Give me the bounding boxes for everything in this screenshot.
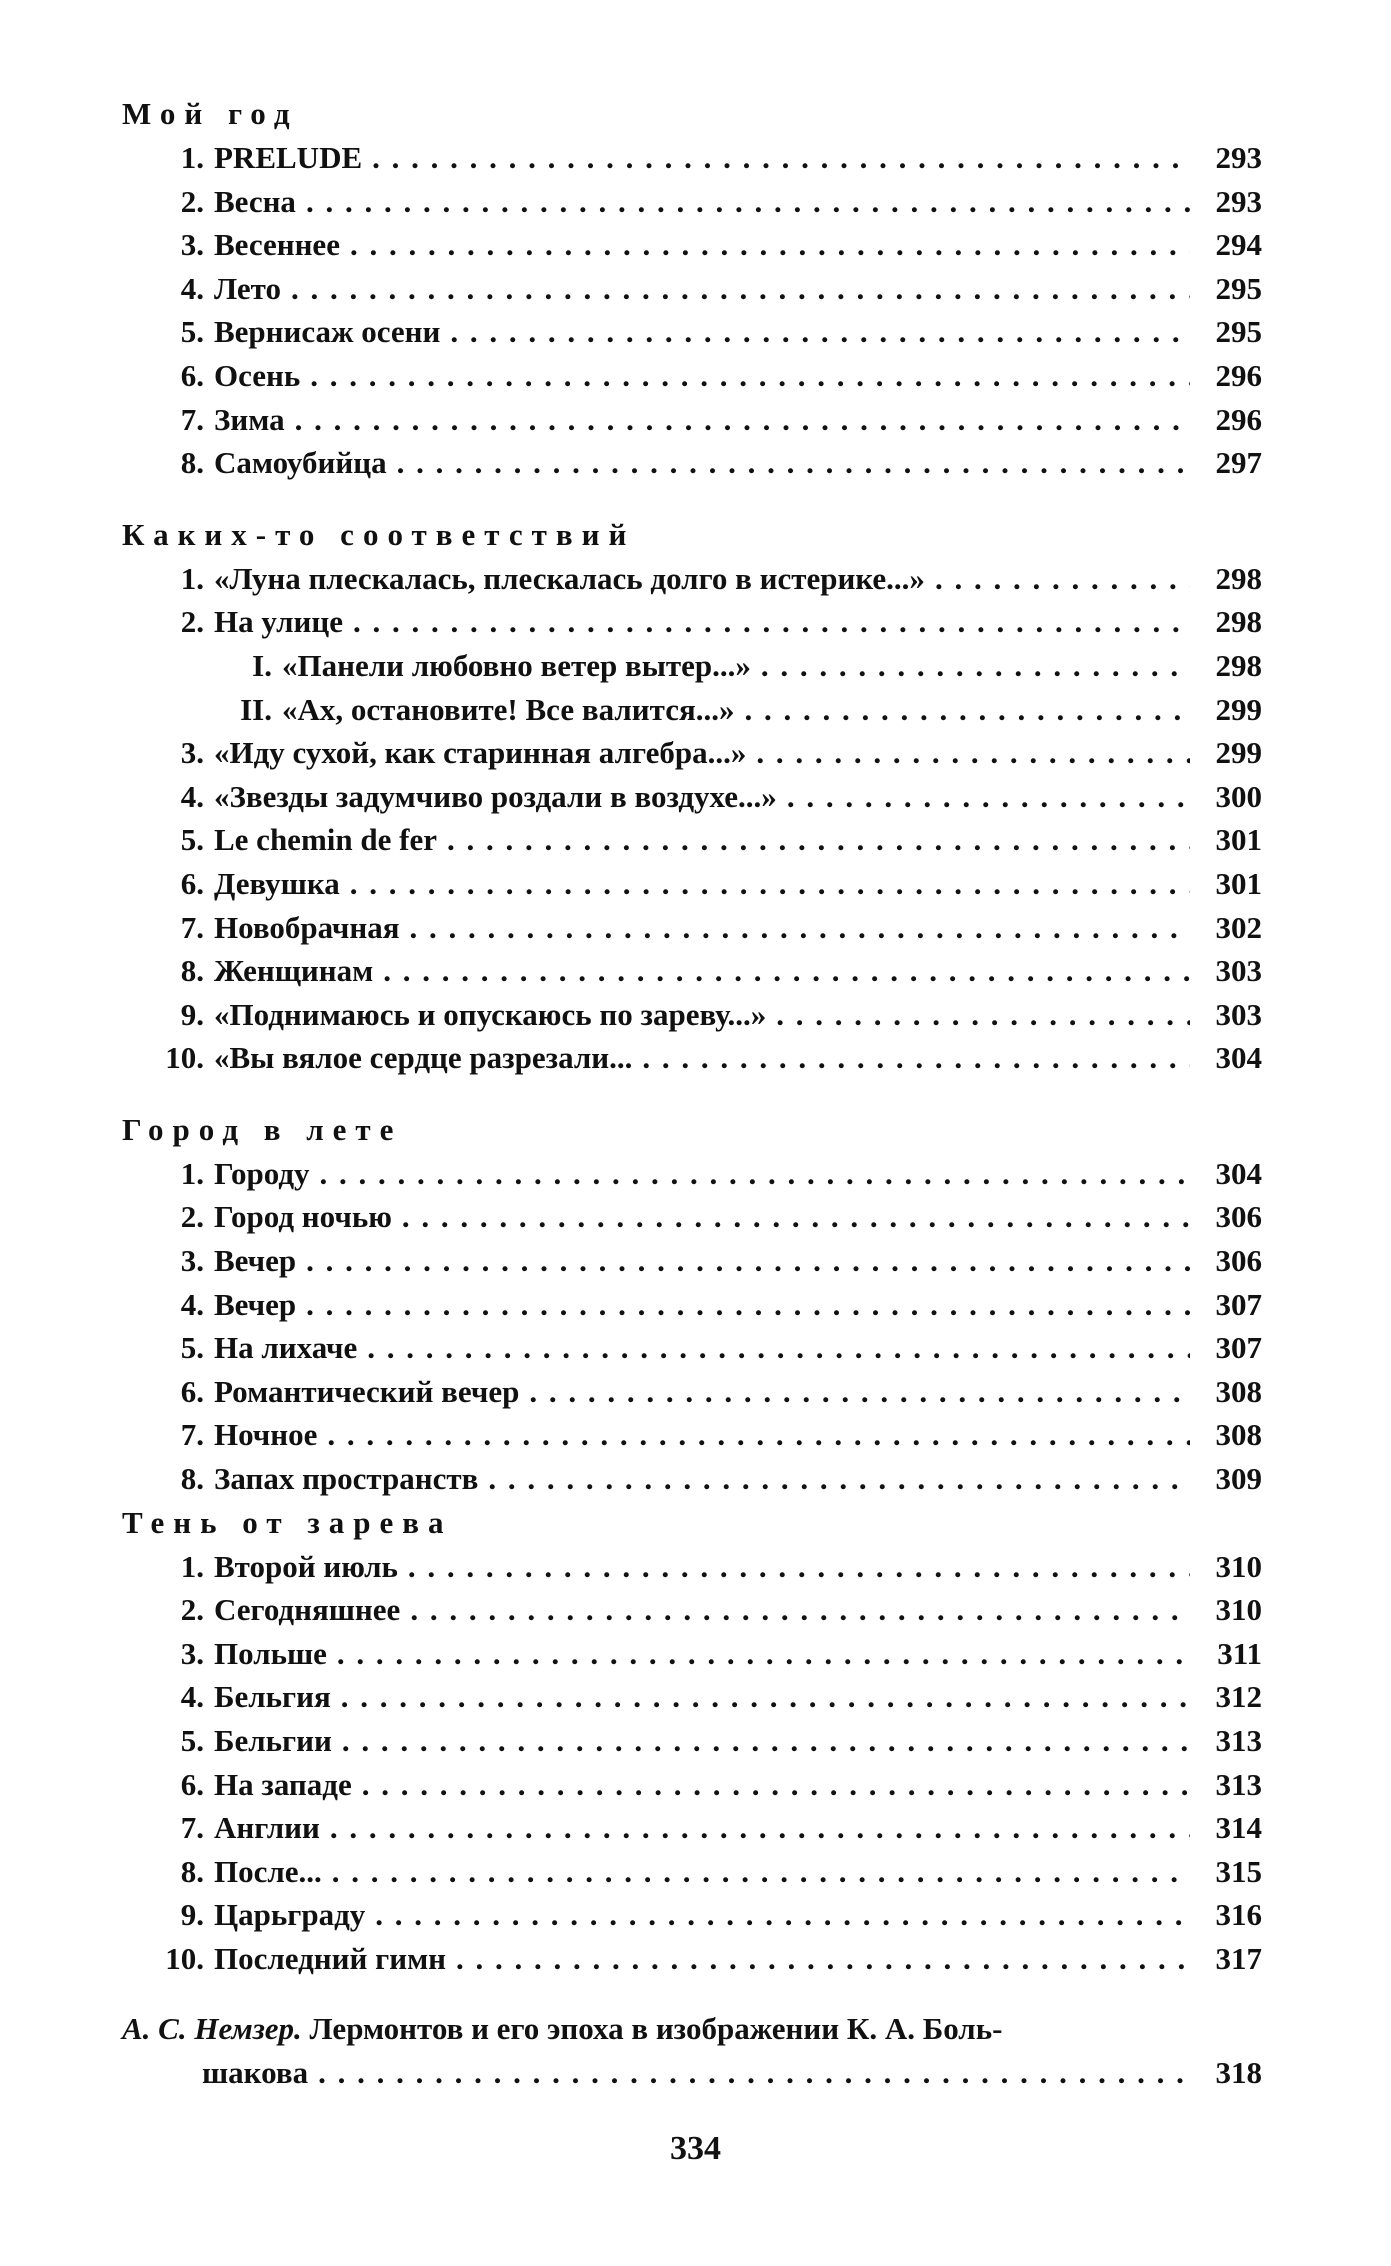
entry-page-number: 308 [1215, 1417, 1262, 1453]
entry-title: Польше [214, 1635, 327, 1671]
toc-section [122, 513, 1262, 1080]
entry-page-number: 304 [1215, 1155, 1262, 1191]
entry-title: Весеннее [214, 227, 340, 263]
toc-entry [122, 1632, 1262, 1676]
dot-leader [291, 267, 1190, 311]
toc-section [122, 92, 1262, 485]
toc-entry [122, 644, 1262, 688]
entry-page-number: 317 [1215, 1940, 1262, 1976]
dot-leader [761, 644, 1190, 688]
entry-number: 2. [180, 1592, 204, 1628]
entry-title: Бельгия [214, 1679, 331, 1715]
entry-number: 3. [180, 1243, 204, 1279]
dot-leader [320, 1152, 1190, 1196]
toc-entry [122, 180, 1262, 224]
toc-entry [122, 1326, 1262, 1370]
entry-page-number: 293 [1215, 183, 1262, 219]
toc-entry [122, 993, 1262, 1037]
entry-page-number: 295 [1215, 270, 1262, 306]
entry-page-number: 296 [1215, 401, 1262, 437]
toc-entry [122, 1413, 1262, 1457]
dot-leader [332, 1850, 1190, 1894]
toc-entry [122, 1719, 1262, 1763]
entry-page-number: 313 [1215, 1723, 1262, 1758]
entry-number: 1. [180, 1155, 204, 1191]
toc-entry [122, 223, 1262, 267]
afterword-title-part-2: шакова [202, 2054, 309, 2090]
entry-title: Второй июль [214, 1548, 398, 1584]
entry-title: «Иду сухой, как старинная алгебра...» [214, 735, 747, 771]
section-title: Город в лете [122, 1111, 403, 1147]
page-number: 334 [670, 2130, 721, 2167]
dot-leader [529, 1370, 1190, 1414]
entry-number: 3. [180, 735, 204, 771]
entry-number: 5. [180, 314, 204, 350]
entry-title: После... [214, 1853, 322, 1889]
dot-leader [362, 1763, 1190, 1807]
entry-page-number: 309 [1215, 1461, 1262, 1497]
entry-title: Женщинам [214, 953, 374, 989]
toc-section [122, 1108, 1262, 1501]
entry-number: 2. [180, 604, 204, 640]
entry-number: 6. [180, 1766, 204, 1802]
entry-number: 5. [180, 1330, 204, 1366]
entry-page-number: 307 [1215, 1330, 1262, 1366]
afterword-line-2 [122, 2051, 1262, 2095]
toc-entry [122, 398, 1262, 442]
toc-entry [122, 1937, 1262, 1981]
afterword-line-1 [122, 2007, 1262, 2051]
entry-number: 4. [180, 778, 204, 814]
entry-page-number: 306 [1215, 1243, 1262, 1279]
entry-number: 9. [180, 1897, 204, 1933]
toc-entry [122, 949, 1262, 993]
dot-leader [318, 2051, 1190, 2095]
entry-number: 1. [180, 1548, 204, 1584]
entry-number: 5. [180, 822, 204, 858]
entry-title: «Ах, остановите! Все валится...» [282, 691, 735, 727]
entry-page-number: 297 [1215, 445, 1262, 481]
entry-title: Запах пространств [214, 1461, 479, 1497]
entry-number: 8. [180, 1461, 204, 1497]
section-title: Мой год [122, 96, 299, 131]
entry-title: «Звезды задумчиво роздали в воздухе...» [214, 778, 777, 814]
entry-page-number: 301 [1215, 865, 1262, 901]
toc-entry [122, 818, 1262, 862]
afterword-entry [122, 2007, 1262, 2095]
entry-page-number: 311 [1217, 1635, 1262, 1671]
entry-title: Город ночью [214, 1199, 392, 1235]
entry-number: 6. [180, 1373, 204, 1409]
entry-title: «Вы вялое сердце разрезали... [214, 1040, 633, 1076]
entry-page-number: 298 [1215, 647, 1262, 683]
entry-page-number: 313 [1215, 1766, 1262, 1802]
entry-number: 5. [180, 1723, 204, 1758]
entry-number: 6. [180, 865, 204, 901]
entry-title: Царьграду [214, 1897, 366, 1933]
section-title: Тень от зарева [122, 1504, 453, 1540]
entry-number: I. [252, 647, 272, 683]
toc-entry [122, 600, 1262, 644]
entry-title: Романтический вечер [214, 1373, 520, 1409]
dot-leader [330, 1806, 1190, 1850]
toc-entry [122, 310, 1262, 354]
entry-number: 8. [180, 1853, 204, 1889]
dot-leader [353, 600, 1190, 644]
entry-number: 3. [180, 1635, 204, 1671]
dot-leader [337, 1632, 1190, 1676]
entry-page-number: 308 [1215, 1373, 1262, 1409]
dot-leader [350, 223, 1190, 267]
entry-number: 4. [180, 1679, 204, 1715]
entry-title: Зима [214, 401, 285, 437]
dot-leader [341, 1675, 1190, 1719]
entry-number: 10. [165, 1040, 204, 1076]
dot-leader [756, 731, 1190, 775]
toc-entry [122, 862, 1262, 906]
toc-entry [122, 731, 1262, 775]
entry-page-number: 315 [1215, 1853, 1262, 1889]
entry-page-number: 307 [1215, 1286, 1262, 1322]
dot-leader [367, 1326, 1190, 1370]
dot-leader [642, 1036, 1190, 1080]
toc-entry [122, 1370, 1262, 1414]
dot-leader [306, 1239, 1190, 1283]
entry-page-number: 310 [1215, 1592, 1262, 1628]
dot-leader [410, 906, 1191, 950]
toc-entry [122, 906, 1262, 950]
entry-title: Le chemin de fer [214, 822, 437, 858]
entry-page-number: 310 [1215, 1548, 1262, 1584]
entry-number: 1. [180, 140, 204, 175]
section-title: Каких-то соответствий [122, 516, 636, 552]
dot-leader [306, 180, 1190, 224]
toc-entry [122, 1036, 1262, 1080]
toc-entry [122, 1283, 1262, 1327]
entry-number: 7. [180, 909, 204, 945]
dot-leader [342, 1719, 1190, 1763]
entry-number: 4. [180, 1286, 204, 1322]
dot-leader [295, 398, 1190, 442]
entry-page-number: 314 [1215, 1810, 1262, 1846]
entry-title: Вечер [214, 1286, 297, 1322]
dot-leader [402, 1195, 1190, 1239]
entry-title: На улице [214, 604, 343, 640]
entry-number: 1. [180, 560, 204, 596]
toc-entry [122, 1850, 1262, 1894]
entry-page-number: 300 [1215, 778, 1262, 814]
toc-entry [122, 441, 1262, 485]
entry-title: Новобрачная [214, 909, 400, 945]
entry-number: 6. [180, 357, 204, 393]
dot-leader [488, 1457, 1190, 1501]
toc-entry [122, 1806, 1262, 1850]
entry-title: Ночное [214, 1417, 318, 1453]
entry-title: Осень [214, 357, 301, 393]
entry-page-number: 303 [1215, 953, 1262, 989]
dot-leader [397, 441, 1190, 485]
toc-entry [122, 775, 1262, 819]
entry-number: 2. [180, 183, 204, 219]
dot-leader [372, 136, 1190, 180]
toc-entry [122, 1763, 1262, 1807]
dot-leader [408, 1545, 1190, 1589]
entry-page-number: 294 [1215, 227, 1262, 263]
dot-leader [383, 949, 1190, 993]
entry-number: 7. [180, 1417, 204, 1453]
toc-entry [122, 1675, 1262, 1719]
toc-entry [122, 1239, 1262, 1283]
entry-number: 7. [180, 1810, 204, 1846]
toc-entry [122, 267, 1262, 311]
entry-title: Англии [214, 1810, 320, 1846]
entry-page-number: 295 [1215, 314, 1262, 350]
toc-entry [122, 557, 1262, 601]
entry-page-number: 316 [1215, 1897, 1262, 1933]
dot-leader [787, 775, 1190, 819]
toc-entry [122, 1195, 1262, 1239]
toc-entry [122, 136, 1262, 180]
afterword-page-number: 318 [1215, 2054, 1262, 2090]
entry-title: Вернисаж осени [214, 314, 441, 350]
entry-number: II. [240, 691, 272, 727]
entry-title: На западе [214, 1766, 352, 1802]
entry-title: Весна [214, 183, 296, 219]
toc-entry [122, 1457, 1262, 1501]
toc-entry [122, 1152, 1262, 1196]
entry-page-number: 312 [1215, 1679, 1262, 1715]
entry-number: 2. [180, 1199, 204, 1235]
entry-title: «Поднимаюсь и опускаюсь по зареву...» [214, 996, 767, 1032]
entry-page-number: 306 [1215, 1199, 1262, 1235]
dot-leader [350, 862, 1190, 906]
entry-page-number: 299 [1215, 735, 1262, 771]
entry-title: Лето [214, 270, 281, 306]
toc-section [122, 1501, 1262, 1981]
dot-leader [447, 818, 1190, 862]
toc-entry [122, 354, 1262, 398]
entry-page-number: 303 [1215, 996, 1262, 1032]
entry-page-number: 301 [1215, 822, 1262, 858]
entry-title: Девушка [214, 865, 340, 901]
entry-title: PRELUDE [214, 140, 363, 175]
entry-number: 3. [180, 227, 204, 263]
entry-title: Последний гимн [214, 1940, 447, 1976]
entry-number: 7. [180, 401, 204, 437]
dot-leader [306, 1283, 1190, 1327]
entry-title: «Луна плескалась, плескалась долго в истерике...» [214, 560, 925, 596]
entry-title: Сегодняшнее [214, 1592, 401, 1628]
dot-leader [310, 354, 1190, 398]
afterword-title-part-1: Лермонтов и его эпоха в изображении К. А. Боль- [309, 2010, 1003, 2046]
entry-page-number: 299 [1215, 691, 1262, 727]
entry-title: Городу [214, 1155, 310, 1191]
entry-number: 4. [180, 270, 204, 306]
entry-page-number: 302 [1215, 909, 1262, 945]
toc-entry [122, 1893, 1262, 1937]
entry-number: 8. [180, 953, 204, 989]
dot-leader [450, 310, 1190, 354]
entry-title: Бельгии [214, 1723, 332, 1758]
toc-entry [122, 1545, 1262, 1589]
entry-number: 8. [180, 445, 204, 481]
toc-entry [122, 1588, 1262, 1632]
entry-title: На лихаче [214, 1330, 358, 1366]
dot-leader [375, 1893, 1190, 1937]
dot-leader [410, 1588, 1190, 1632]
dot-leader [935, 557, 1190, 601]
entry-page-number: 304 [1215, 1040, 1262, 1076]
toc-entry [122, 688, 1262, 732]
entry-page-number: 293 [1215, 140, 1262, 175]
dot-leader [456, 1937, 1190, 1981]
entry-number: 10. [165, 1940, 204, 1976]
dot-leader [327, 1413, 1190, 1457]
table-of-contents [122, 92, 1262, 2095]
entry-title: «Панели любовно ветер вытер...» [282, 647, 751, 683]
entry-page-number: 298 [1215, 604, 1262, 640]
entry-page-number: 298 [1215, 560, 1262, 596]
entry-page-number: 296 [1215, 357, 1262, 393]
entry-title: Самоубийца [214, 445, 387, 481]
entry-title: Вечер [214, 1243, 297, 1279]
dot-leader [744, 688, 1190, 732]
dot-leader [776, 993, 1190, 1037]
afterword-author: А. С. Немзер. [122, 2010, 302, 2046]
entry-number: 9. [180, 996, 204, 1032]
